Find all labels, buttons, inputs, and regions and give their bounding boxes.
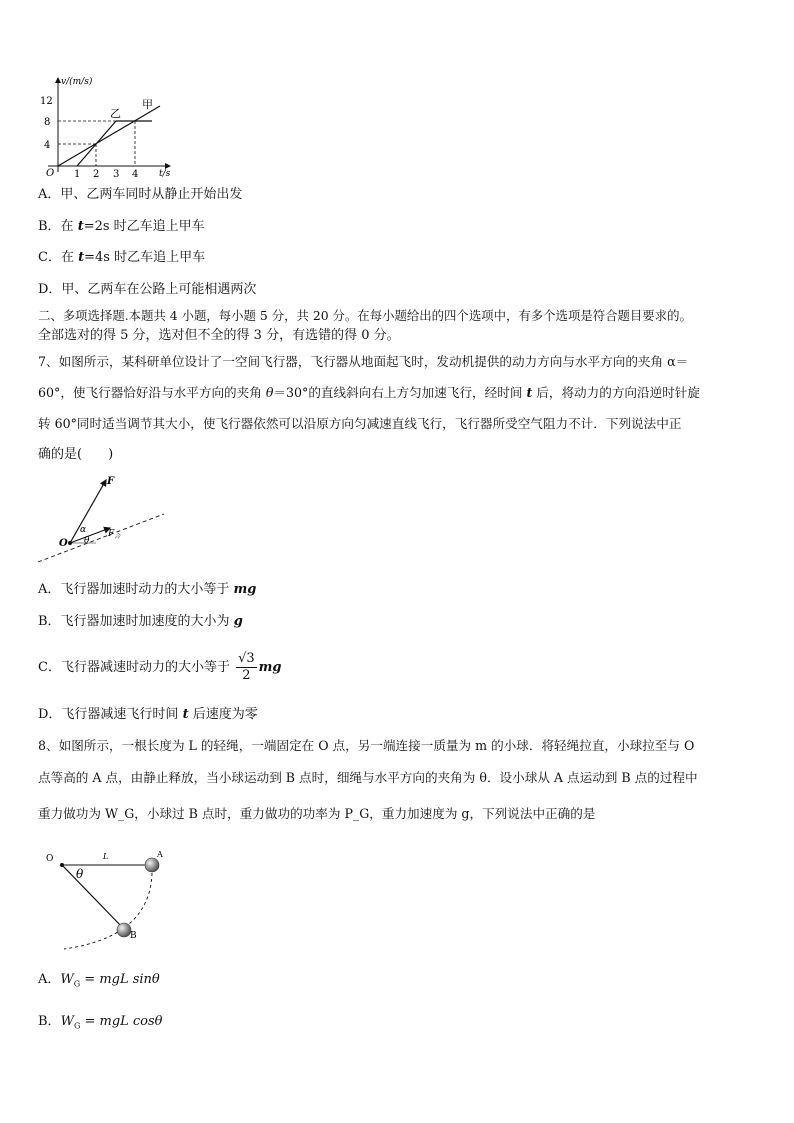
line-jia [58, 106, 160, 166]
q8-line2: 点等高的 A 点，由静止释放，当小球运动到 B 点时，细绳与水平方向的夹角为 θ．设小球从 A 点运动到 B 点的过程中 [38, 770, 698, 785]
label-B: B [130, 931, 137, 941]
q8-option-a: A．$W_G$ = mgL sinθ [38, 972, 160, 989]
label-O: O [46, 854, 54, 864]
section2-line2: 全部选对的得 5 分，选对但不全的得 3 分，有选错的得 0 分。 [38, 328, 400, 343]
x-axis-label: t/s [159, 169, 171, 179]
label-A: A [157, 850, 163, 859]
q6-option-b: B．在 t=2s 时乙车追上甲车 [38, 219, 205, 234]
section2-line1: 二、多项选择题.本题共 4 小题，每小题 5 分，共 20 分。在每小题给出的四个选项中，有多个选项是符合题目要求的。 [38, 308, 692, 323]
label-alpha: α [80, 525, 87, 535]
label-jia: 甲 [142, 98, 153, 111]
force-F-arrow [70, 480, 106, 543]
y-axis-label: v/(m/s) [61, 77, 93, 87]
q7-option-d: D．飞行器减速飞行时间 t 后速度为零 [38, 707, 258, 722]
label-F-net: $F_合$ [108, 529, 121, 540]
q7-line3: 转 60°同时适当调节其大小，使飞行器依然可以沿原方向匀减速直线飞行，飞行器所受空气阻力不计．下列说法中正 [38, 416, 682, 431]
ball-B [117, 923, 131, 937]
label-F: F [107, 476, 115, 487]
x-tick-3: 3 [113, 169, 120, 180]
y-tick-12: 12 [40, 96, 53, 107]
q6-option-a: A．甲、乙两车同时从静止开始出发 [38, 187, 243, 202]
label-theta: θ [76, 867, 84, 881]
ground-dashed-line [38, 514, 164, 562]
q8-line3: 重力做功为 W_G，小球过 B 点时，重力做功的功率为 P_G，重力加速度为 g，下列说法中正确的是 [38, 806, 596, 821]
origin-label: O [46, 168, 55, 179]
x-tick-1: 1 [74, 169, 81, 180]
q6-velocity-time-graph [30, 72, 180, 182]
q8-line1: 8、如图所示，一根长度为 L 的轻绳，一端固定在 O 点，另一端连接一质量为 m 的小球．将轻绳拉直，小球拉至与 O [38, 738, 695, 753]
q6-option-c: C．在 t=4s 时乙车追上甲车 [38, 250, 206, 265]
q7-option-b: B．飞行器加速时加速度的大小为 g [38, 614, 243, 629]
arc-path [64, 873, 152, 949]
q8-option-b: B．$W_G$ = mgL cosθ [38, 1014, 163, 1031]
sqrt3-over-2-fraction: $\frac{√3}{2}$ [238, 651, 255, 683]
rope-OB [62, 865, 123, 928]
y-tick-8: 8 [44, 117, 51, 128]
q7-option-c: C．飞行器减速时动力的大小等于 $\frac{√3}{2}$ mg [38, 651, 282, 683]
label-L: L [103, 852, 109, 861]
q7-line2: 60°，使飞行器恰好沿与水平方向的夹角 θ＝30°的直线斜向右上方匀加速飞行，经时间 t 后，将动力的方向沿逆时针旋 [38, 385, 700, 400]
q7-force-diagram [34, 472, 174, 572]
ball-A [145, 858, 159, 872]
label-yi: 乙 [110, 107, 121, 120]
label-O: O [59, 538, 68, 549]
force-net-arrow [70, 528, 110, 543]
y-tick-4: 4 [44, 140, 51, 151]
label-theta: θ [84, 536, 90, 546]
q8-pendulum-diagram [40, 845, 180, 955]
q7-option-a: A．飞行器加速时动力的大小等于 mg [38, 582, 257, 597]
line-yi [77, 121, 116, 166]
q7-line4: 确的是( ) [38, 447, 114, 462]
x-tick-2: 2 [93, 169, 100, 180]
q6-option-d: D．甲、乙两车在公路上可能相遇两次 [38, 282, 257, 297]
x-tick-4: 4 [132, 169, 139, 180]
q7-line1: 7、如图所示，某科研单位设计了一空间飞行器，飞行器从地面起飞时，发动机提供的动力方向与水平方向的夹角 α＝ [38, 354, 689, 369]
